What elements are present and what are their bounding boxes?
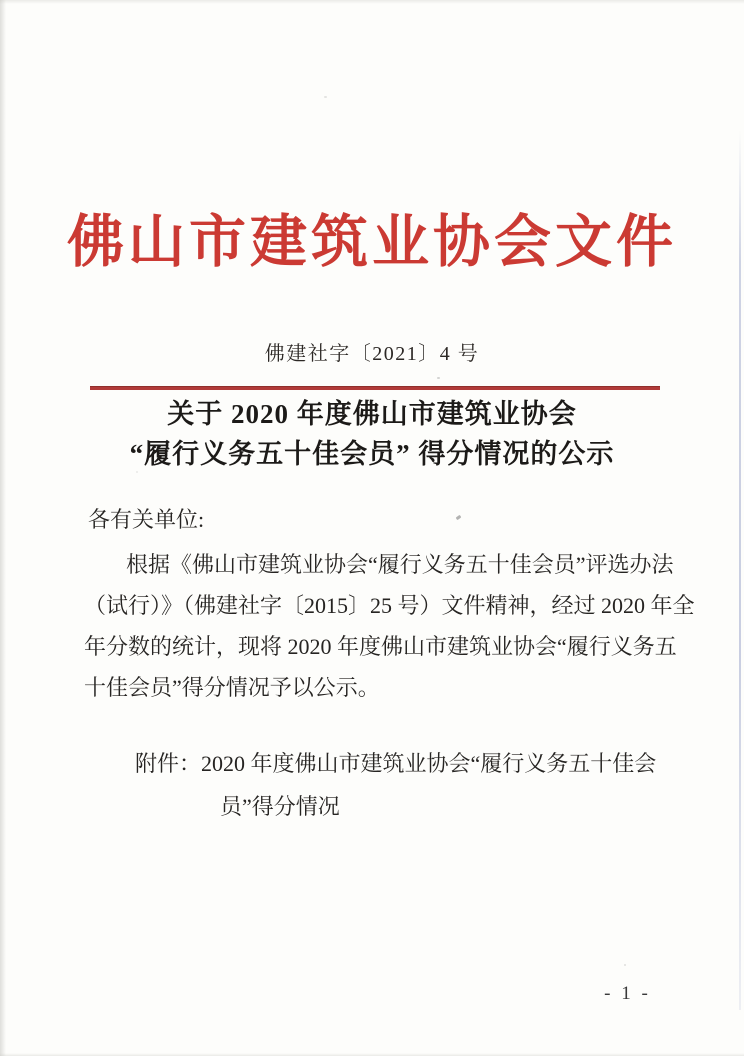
letterhead-title: 佛山市建筑业协会文件: [67, 211, 677, 274]
paragraph-line: 十佳会员”得分情况予以公示。: [84, 675, 380, 700]
paragraph-line: （试行）》（佛建社字〔2015〕25 号）文件精神，经过 2020 年全: [84, 593, 695, 618]
red-divider-line: [90, 386, 660, 390]
doc-title-line2: “履行义务五十佳会员” 得分情况的公示: [129, 439, 615, 469]
paragraph-line: 年分数的统计，现将 2020 年度佛山市建筑业协会“履行义务五: [84, 634, 677, 659]
salutation: 各有关单位:: [88, 507, 205, 532]
doc-title-line1: 关于 2020 年度佛山市建筑业协会: [167, 399, 577, 429]
body-paragraph: [84, 544, 695, 708]
paragraph-line: 根据《佛山市建筑业协会“履行义务五十佳会员”评选办法: [126, 552, 674, 577]
doc-reference-number: 佛建社字〔2021〕4 号: [264, 343, 480, 365]
scan-speck: [437, 377, 440, 379]
attachment-line2: 员”得分情况: [220, 794, 340, 819]
scan-speck: [624, 964, 626, 966]
attachment-line1: 附件：2020 年度佛山市建筑业协会“履行义务五十佳会: [135, 751, 657, 776]
doc-title: [0, 394, 744, 474]
attachment-note: [135, 742, 656, 828]
scan-speck: [456, 515, 462, 520]
scan-edge-top: [0, 0, 744, 4]
scan-edge-left: [0, 0, 6, 1056]
scan-speck: [324, 96, 327, 98]
page-number: - 1 -: [604, 983, 648, 1004]
